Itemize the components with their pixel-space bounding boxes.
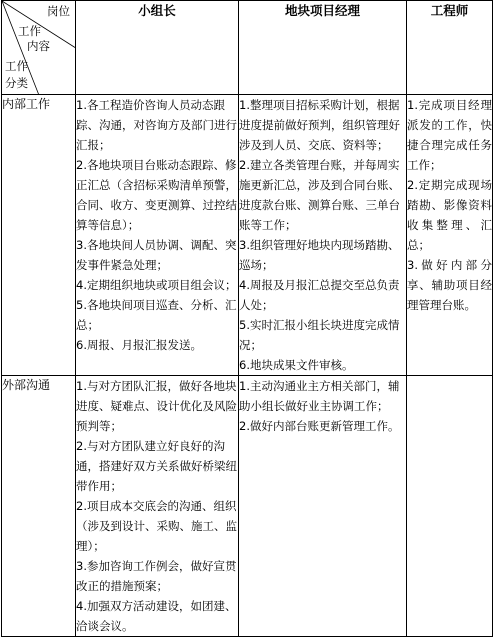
list-item: 1.与对方团队汇报，做好各地块进度、疑难点、设计优化及风险预判等； [76, 379, 237, 433]
position-label: 岗位 [47, 4, 70, 18]
cell-engineer-internal [407, 95, 493, 376]
list-item: 2.各地块项目台账动态跟踪、修正汇总（含招标采购清单预警，合同、收方、变更测算、过控结算等信息）； [76, 158, 237, 232]
list-item: 5.各地块间项目巡查、分析、汇总； [76, 298, 237, 332]
list-item: 3.组织管理好地块内现场踏勘、巡场； [239, 238, 400, 272]
cell-engineer-external [407, 376, 493, 637]
list-item: 1.主动沟通业主方相关部门，辅助小组长做好业主协调工作； [239, 379, 400, 413]
column-header-project-manager: 地块项目经理 [239, 1, 407, 95]
list-item: 2.项目成本交底会的沟通、组织（涉及到设计、采购、施工、监理）； [76, 499, 237, 553]
table-row-internal-work [2, 95, 493, 376]
work-class-label-1: 工作 [5, 59, 28, 73]
work-class-label-2: 分类 [5, 76, 28, 90]
list-item: 4.周报及月报汇总提交至总负责人处； [239, 278, 400, 312]
list-item: 3.参加咨询工作例会，做好宣贯改正的措施预案； [76, 559, 237, 593]
cell-project-manager-internal [239, 95, 407, 376]
list-item: 3.做好内部分享、辅助项目经理管理台账。 [407, 258, 492, 312]
list-item: 6.地块成果文件审核。 [239, 358, 354, 372]
cell-team-leader-internal [76, 95, 239, 376]
header-row [2, 1, 493, 95]
list-item: 1.整理项目招标采购计划，根据进度提前做好预判，组织管理好涉及到人员、交底、资料等； [239, 98, 400, 152]
column-header-engineer: 工程师 [407, 1, 493, 95]
list-item: 2.做好内部台账更新管理工作。 [239, 419, 400, 433]
list-item: 3.各地块间人员协调、调配、突发事件紧急处理； [76, 238, 237, 272]
list-item: 2.建立各类管理台账，并每周实施更新汇总，涉及到合同台账、进度款台账、测算台账、三单台账等工作； [239, 158, 400, 232]
work-content-label-1: 工作 [18, 24, 41, 38]
row-category-external: 外部沟通 [2, 376, 76, 637]
list-item: 4.加强双方活动建设，如团建、洽谈会议。 [76, 599, 237, 633]
column-header-team-leader: 小组长 [76, 1, 239, 95]
list-item: 5.实时汇报小组长块进度完成情况； [239, 318, 400, 352]
list-item: 1.完成项目经理派发的工作，快捷合理完成任务工作； [407, 98, 492, 172]
list-item: 6.周报、月报汇报发送。 [76, 338, 202, 352]
list-item: 4.定期组织地块或项目组会议； [76, 278, 237, 292]
table-row-external-communication [2, 376, 493, 637]
list-item: 2.与对方团队建立好良好的沟通，搭建好双方关系做好桥梁纽带作用； [76, 439, 237, 493]
cell-team-leader-external [76, 376, 239, 637]
diagonal-header-cell [2, 1, 76, 95]
list-item: 2.定期完成现场踏勘、影像资料收集整理、汇总； [407, 178, 492, 252]
list-item: 1.各工程造价咨询人员动态跟踪、沟通，对咨询方及部门进行汇报； [76, 98, 237, 152]
row-category-internal: 内部工作 [2, 95, 76, 376]
responsibility-table [1, 0, 493, 637]
cell-project-manager-external [239, 376, 407, 637]
work-content-label-2: 内容 [27, 39, 50, 53]
